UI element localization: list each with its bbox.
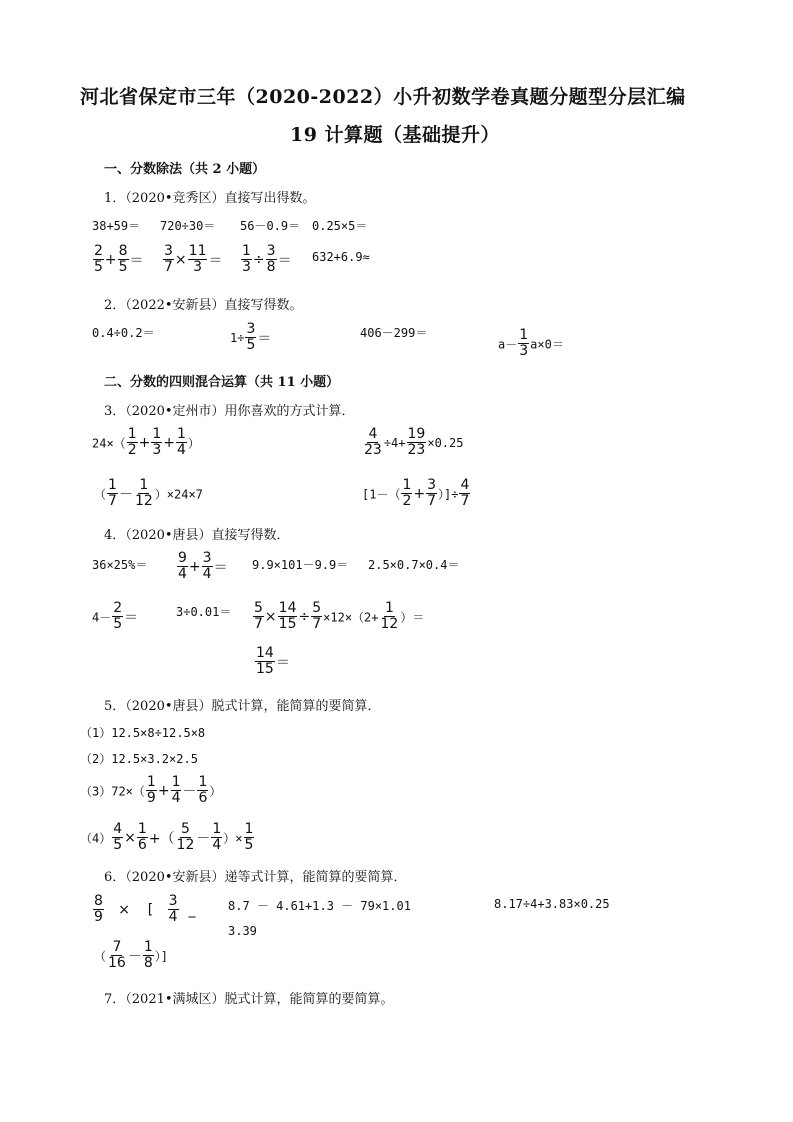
section-heading-2: 二、分数的四则混合运算（共 11 小题） (104, 375, 340, 390)
q4-expr-4: 2.5×0.7×0.4＝ (368, 558, 460, 572)
question-6-prompt: 6．（2020•安新县）递等式计算，能简算的要简算． (104, 870, 407, 885)
q2-expr-2: 1÷ $\frac{3}{5}$ ＝ (230, 321, 272, 354)
q4-expr-3: 9.9×101－9.9＝ (252, 558, 349, 572)
question-3-prompt: 3．（2020•定州市）用你喜欢的方式计算． (104, 404, 355, 419)
q2-expr-1: 0.4÷0.2＝ (92, 326, 155, 340)
q3-expr-1: 24×（ $\frac{1}{2}$ + $\frac{1}{3}$ + $\frac{1}{4}$ ） (92, 426, 200, 459)
q1-expr-2: 720÷30＝ (160, 219, 216, 233)
q5-part-4: （4） $\frac{4}{5}$ × $\frac{1}{6}$ +（ $\frac{5}{12}$ － $\frac{1}{4}$ ）× $\frac{1}{5}$ (80, 821, 254, 854)
question-1-prompt: 1．（2020•竞秀区）直接写出得数。 (104, 191, 316, 206)
q3-expr-2: $\frac{4}{23}$ ÷4+ $\frac{19}{23}$ ×0.25 (364, 426, 464, 459)
q2-expr-4: a－ $\frac{1}{3}$ a×0＝ (498, 327, 564, 360)
q5-part-2: （2）12.5×3.2×2.5 (80, 752, 198, 766)
q6-expr-2-cont: 3.39 (228, 924, 257, 938)
q4-expr-6: 3÷0.01＝ (176, 605, 232, 619)
page-title-line2: 19 计算题（基础提升） (290, 124, 501, 146)
q6-expr-2: 8.7 － 4.61+1.3 － 79×1.01 (228, 899, 411, 913)
q1-expr-1: 38+59＝ (92, 219, 141, 233)
q6-expr-1-part2: （ $\frac{7}{16}$ － $\frac{1}{8}$ ）] (94, 939, 168, 972)
q6-expr-1-part1: $\frac{8}{9}$ × [ $\frac{3}{4}$ _ (94, 893, 196, 926)
question-7-prompt: 7．（2021•满城区）脱式计算，能简算的要简算。 (104, 992, 394, 1007)
q1-expr-7: $\frac{1}{3}$ ÷ $\frac{3}{8}$ ＝ (242, 243, 292, 276)
q3-expr-3: （ $\frac{1}{7}$ － $\frac{1}{12}$ ）×24×7 (94, 477, 203, 510)
section-heading-1: 一、分数除法（共 2 小题） (104, 162, 266, 177)
q4-expr-1: 36×25%＝ (92, 558, 148, 572)
q3-expr-4: [1－（ $\frac{1}{2}$ + $\frac{3}{7}$ ）]÷ $\frac{4}{7}$ (362, 477, 470, 510)
page-title-line1: 河北省保定市三年（2020-2022）小升初数学卷真题分题型分层汇编 (80, 86, 686, 108)
q6-expr-3: 8.17÷4+3.83×0.25 (494, 897, 610, 911)
q4-expr-8: $\frac{14}{15}$ ＝ (256, 645, 290, 678)
q1-expr-4: 0.25×5＝ (312, 219, 368, 233)
q1-expr-6: $\frac{3}{7}$ × $\frac{11}{3}$ ＝ (164, 243, 223, 276)
q4-expr-7: $\frac{5}{7}$ × $\frac{14}{15}$ ÷ $\frac{5}{7}$ ×12×（2+ $\frac{1}{12}$ ）＝ (254, 600, 425, 633)
q4-expr-5: 4－ $\frac{2}{5}$ ＝ (92, 600, 139, 633)
q5-part-1: （1）12.5×8÷12.5×8 (80, 726, 206, 740)
q1-expr-8: 632+6.9≈ (312, 250, 370, 264)
q4-expr-2: $\frac{9}{4}$ + $\frac{3}{4}$ ＝ (178, 550, 228, 583)
question-2-prompt: 2．（2022•安新县）直接写得数。 (104, 298, 303, 313)
q1-expr-5: $\frac{2}{5}$ + $\frac{8}{5}$ ＝ (94, 243, 144, 276)
q2-expr-3: 406－299＝ (360, 326, 428, 340)
question-5-prompt: 5．（2020•唐县）脱式计算，能简算的要简算． (104, 699, 381, 714)
q5-part-3: （3）72×（ $\frac{1}{9}$ + $\frac{1}{4}$ － $\frac{1}{6}$ ） (80, 774, 222, 807)
q1-expr-3: 56－0.9＝ (240, 219, 301, 233)
question-4-prompt: 4．（2020•唐县）直接写得数． (104, 528, 290, 543)
